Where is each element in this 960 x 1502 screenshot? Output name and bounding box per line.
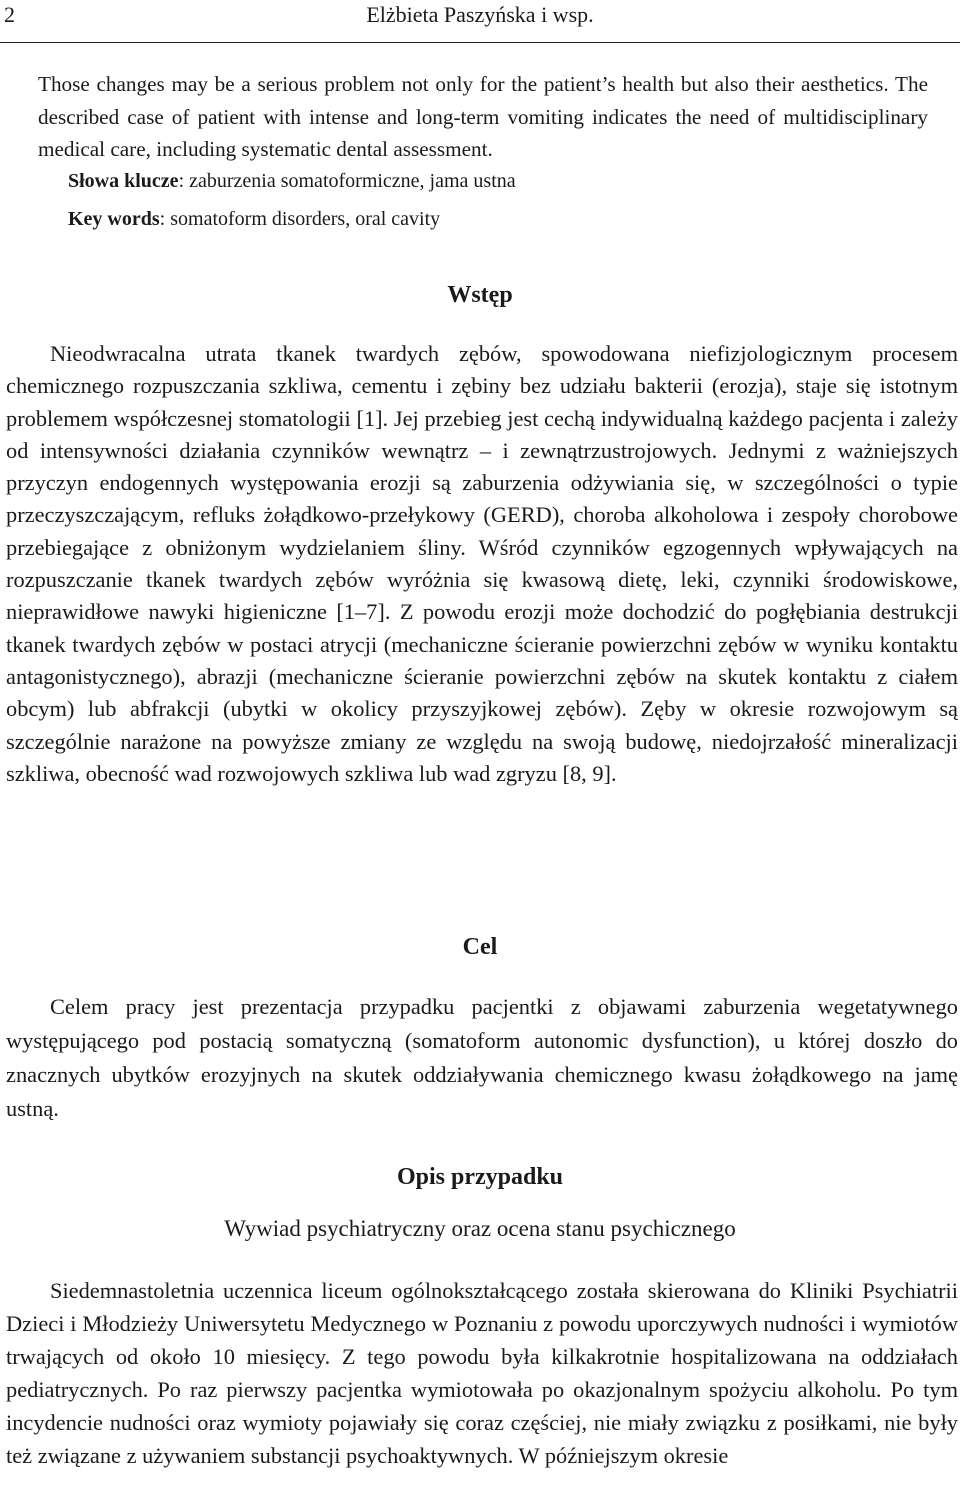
section-title-intro: Wstęp [447, 282, 513, 308]
subsection-title-psychiatric-history: Wywiad psychiatryczny oraz ocena stanu psychicznego [224, 1216, 736, 1241]
abstract-text: Those changes may be a serious problem not only for the patient’s health but also their aesthetics. The described case of patient with intense and long-term vomiting indicates the need of multidisciplinary medical care, including systematic dental assessment. [38, 72, 928, 161]
case-paragraph: Siedemnastoletnia uczennica liceum ogólnokształcącego została skierowana do Kliniki Psychiatrii Dzieci i Młodzieży Uniwersytetu Medycznego w Poznaniu z powodu uporczywych nudności i wymiotów trwających od około 10 miesięcy. Z tego powodu była kilkakrotnie hospitalizowana na oddziałach pediatrycznych. Po raz pierwszy pacjentka wymiotowała po okazjonalnym spożyciu alkoholu. Po tym incydencie nudności oraz wymioty pojawiały się coraz częściej, nie miały związku z posiłkami, nie były też związane z używaniem substancji psychoaktywnych. W późniejszym okresie [6, 1278, 958, 1468]
keywords-polish [68, 170, 516, 193]
intro-paragraph: Nieodwracalna utrata tkanek twardych zębów, spowodowana niefizjologicznym procesem chemicznego rozpuszczania szkliwa, cementu i zębiny bez udziału bakterii (erozja), staje się istotnym problemem współczesnej stomatologii [1]. Jej przebieg jest cechą indywidualną każdego pacjenta i zależy od intensywności działania czynników wewnątrz – i zewnątrzustrojowych. Jednymi z ważniejszych przyczyn endogennych występowania erozji są zaburzenia odżywiania się, w szczególności o typie przeczyszczającym, refluks żołądkowo-przełykowy (GERD), choroba alkoholowa i zespoły chorobowe przebiegające z obniżonym wydzielaniem śliny. Wśród czynników egzogennych wpływających na rozpuszczanie tkanek twardych zębów wyróżnia się kwasową dietę, leki, czynniki środowiskowe, nieprawidłowe nawyki higieniczne [1–7]. Z powodu erozji może dochodzić do pogłębiania destrukcji tkanek twardych zębów w postaci atrycji (mechaniczne ścieranie powierzchni zębów w wyniku kontaktu antagonistycznego), abrazji (mechaniczne ścieranie powierzchni zębów na skutek kontaktu z ciałem obcym) lub abfrakcji (ubytki w okolicy przyszyjkowej zębów). Zęby w okresie rozwojowym są szczególnie narażone na powyższe zmiany ze względu na swoją budowę, niedojrzałość mineralizacji szkliwa, obecność wad rozwojowych szkliwa lub wad zgryzu [8, 9]. [6, 341, 958, 786]
section-title-case: Opis przypadku [396, 1164, 564, 1190]
running-head: Elżbieta Paszyńska i wsp. [366, 2, 594, 27]
section-title-aim: Cel [462, 934, 498, 960]
keywords-english [68, 208, 440, 231]
keywords-polish-label: Słowa klucze [68, 170, 179, 192]
aim-paragraph: Celem pracy jest prezentacja przypadku pacjentki z objawami zaburzenia wegetatywnego występującego pod postacią somatyczną (somatoform autonomic dysfunction), u której doszło do znacznych ubytków erozyjnych na skutek oddziaływania chemicznego kwasu żołądkowego na jamę ustną. [6, 994, 958, 1121]
keywords-english-label: Key words [68, 208, 160, 230]
page-header [0, 0, 960, 43]
keywords-polish-value: : zaburzenia somatoformiczne, jama ustna [178, 170, 516, 192]
keywords-english-value: : somatoform disorders, oral cavity [159, 208, 441, 230]
page-number: 2 [4, 2, 15, 27]
